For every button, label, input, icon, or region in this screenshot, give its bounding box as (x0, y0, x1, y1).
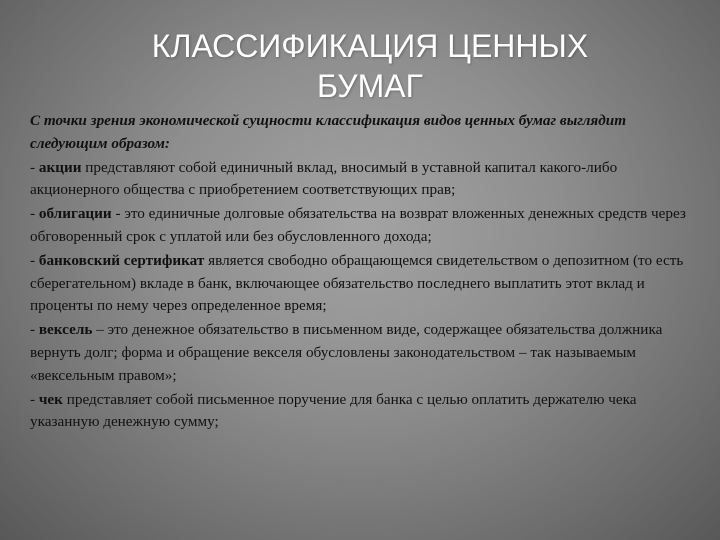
title-line-1: КЛАССИФИКАЦИЯ ЦЕННЫХ (151, 28, 589, 64)
slide-title (80, 26, 660, 106)
item-term: банковский сертификат (38, 251, 205, 269)
list-item-cheque (30, 389, 706, 435)
list-item-bank-certificate (30, 250, 706, 318)
item-text: - это единичные долговые обязательства на возврат вложенных денежных средств через обговоренный срок с уплатой или без обусловленного дохода; (30, 205, 686, 245)
list-item-promissory-note (30, 319, 706, 387)
item-text: представляют собой единичный вклад, вносимый в уставной капитал какого-либо акционерного общества с приобретением соответствующих прав; (30, 158, 618, 199)
item-dash: - (30, 158, 39, 176)
intro-paragraph: С точки зрения экономической сущности классификация видов ценных бумаг выглядит следующим образом: (30, 112, 627, 152)
slide-body (30, 110, 706, 435)
list-item-bonds (30, 203, 706, 249)
item-text: представляет собой письменное поручение для банка с целью оплатить держателю чека указанную денежную сумму; (30, 390, 637, 431)
item-text: – это денежное обязательство в письменном виде, содержащее обязательства должника вернуть долг; форма и обращение векселя обусловлены законодательством – так называемым «вексельным правом»; (30, 321, 663, 384)
list-item-stocks (30, 157, 706, 203)
item-dash: - (30, 390, 39, 408)
item-term: акции (38, 158, 82, 176)
item-dash: - (30, 321, 39, 339)
item-dash: - (30, 205, 39, 223)
title-line-2: БУМАГ (317, 68, 423, 104)
item-dash: - (30, 251, 39, 269)
item-term: облигации (38, 205, 112, 223)
item-term: вексель (38, 321, 93, 339)
item-term: чек (38, 390, 63, 408)
item-text: является свободно обращающемся свидетельством о депозитном (то есть сберегательном) вкладе в банк, включающее обязательство последнего выплатить этот вклад и проценты по нему через определенное время; (30, 251, 684, 315)
